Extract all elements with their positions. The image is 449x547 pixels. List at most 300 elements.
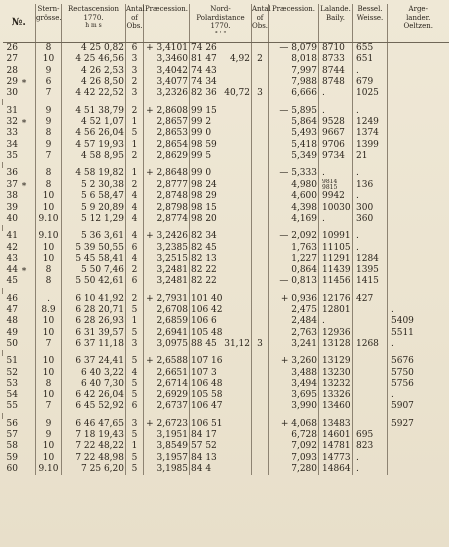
obs-count-1: 6 bbox=[126, 276, 144, 287]
table-row bbox=[3, 464, 449, 475]
argelander-number: . bbox=[388, 390, 449, 401]
bessel-number: . bbox=[353, 168, 388, 179]
npd-degrees-minutes: 82 45 bbox=[191, 242, 217, 253]
lalande-number: 11291 bbox=[319, 254, 353, 265]
right-ascension: 6 28 20,71 bbox=[62, 305, 126, 316]
bessel-number bbox=[353, 356, 388, 367]
table-row bbox=[3, 356, 449, 367]
precession-1: 3,4042 bbox=[144, 66, 190, 77]
bessel-number: . bbox=[353, 453, 388, 464]
precession-2: 4,600 bbox=[269, 191, 319, 202]
obs-count-2 bbox=[252, 254, 269, 265]
right-ascension: 4 25 0,82 bbox=[62, 43, 126, 55]
magnitude: 10 bbox=[36, 254, 62, 265]
right-ascension: 6 45 52,92 bbox=[62, 401, 126, 412]
argelander-number: 5750 bbox=[388, 367, 449, 378]
north-polar-distance bbox=[190, 77, 252, 88]
obs-count-1: 2 bbox=[126, 105, 144, 116]
obs-count-1: 3 bbox=[126, 54, 144, 65]
right-ascension: 6 40 3,22 bbox=[62, 367, 126, 378]
north-polar-distance bbox=[190, 390, 252, 401]
obs-count-2: 3 bbox=[252, 339, 269, 350]
npd-degrees-minutes: 99 0 bbox=[191, 128, 212, 139]
precession-2: 7,997 bbox=[269, 66, 319, 77]
npd-degrees-minutes: 98 15 bbox=[191, 202, 217, 213]
obs-count-1: 5 bbox=[126, 328, 144, 339]
north-polar-distance bbox=[190, 276, 252, 287]
obs-count-1: 5 bbox=[126, 430, 144, 441]
star-number: 56 bbox=[6, 418, 18, 429]
precession-1: 2,6737 bbox=[144, 401, 190, 412]
precession-1: 3,1957 bbox=[144, 453, 190, 464]
star-number: 39 bbox=[6, 202, 18, 213]
magnitude: 8 bbox=[36, 379, 62, 390]
argelander-number: 5907 bbox=[388, 401, 449, 412]
magnitude: 10 bbox=[36, 441, 62, 452]
obs-count-1: 5 bbox=[126, 305, 144, 316]
star-number: 44 ∗ bbox=[6, 265, 27, 276]
obs-count-1: 4 bbox=[126, 214, 144, 225]
bessel-number: 1395 bbox=[353, 265, 388, 276]
lalande-number: 8710 bbox=[319, 43, 353, 55]
bessel-number: 21 bbox=[353, 151, 388, 162]
npd-degrees-minutes: 98 59 bbox=[191, 139, 217, 150]
npd-degrees-minutes: 99 0 bbox=[191, 168, 212, 179]
star-number: 34 bbox=[6, 139, 18, 150]
obs-count-2 bbox=[252, 77, 269, 88]
obs-count-1: 3 bbox=[126, 419, 144, 430]
magnitude: 9 bbox=[36, 419, 62, 430]
npd-degrees-minutes: 82 22 bbox=[191, 276, 217, 287]
precession-1: 2,8653 bbox=[144, 128, 190, 139]
bessel-number bbox=[353, 328, 388, 339]
header-npd-label: Nord- Polardistance 1770. bbox=[196, 5, 245, 30]
obs-count-2 bbox=[252, 419, 269, 430]
obs-count-1: 2 bbox=[126, 294, 144, 305]
table-row bbox=[3, 367, 449, 378]
precession-1: 2,6651 bbox=[144, 367, 190, 378]
npd-degrees-minutes: 106 51 bbox=[191, 418, 223, 429]
table-row bbox=[3, 294, 449, 305]
right-ascension: 5 50 7,46 bbox=[62, 265, 126, 276]
lalande-number: . bbox=[319, 214, 353, 225]
north-polar-distance bbox=[190, 367, 252, 378]
argelander-number bbox=[388, 128, 449, 139]
header-num: №. bbox=[3, 4, 36, 43]
right-ascension: 4 58 19,82 bbox=[62, 168, 126, 179]
bessel-number: . bbox=[353, 66, 388, 77]
star-number: 41 bbox=[6, 231, 18, 242]
lalande-number: . bbox=[319, 105, 353, 116]
bessel-number: . bbox=[353, 464, 388, 475]
table-row bbox=[3, 77, 449, 88]
npd-degrees-minutes: 98 20 bbox=[191, 214, 217, 224]
lalande-number: 9734 bbox=[319, 151, 353, 162]
obs-count-1: 6 bbox=[126, 242, 144, 253]
lalande-number: 12176 bbox=[319, 294, 353, 305]
bessel-number: 695 bbox=[353, 430, 388, 441]
table-row bbox=[3, 128, 449, 139]
table-row bbox=[3, 390, 449, 401]
right-ascension: 5 9 20,89 bbox=[62, 203, 126, 214]
obs-count-1: 5 bbox=[126, 356, 144, 367]
npd-degrees-minutes: 84 4 bbox=[191, 463, 212, 474]
precession-2: 5,349 bbox=[269, 151, 319, 162]
table-row bbox=[3, 254, 449, 265]
star-number: 43 bbox=[6, 253, 18, 264]
table-row bbox=[3, 105, 449, 116]
precession-1: 2,6941 bbox=[144, 328, 190, 339]
star-number: 49 bbox=[6, 327, 18, 338]
obs-count-2 bbox=[252, 66, 269, 77]
obs-count-1: 3 bbox=[126, 339, 144, 350]
precession-1: 2,6929 bbox=[144, 390, 190, 401]
precession-1: 2,8798 bbox=[144, 203, 190, 214]
argelander-number bbox=[388, 254, 449, 265]
obs-count-1: 4 bbox=[126, 231, 144, 242]
bessel-number bbox=[353, 419, 388, 430]
lalande-number: 13326 bbox=[319, 390, 353, 401]
precession-1: 2,8657 bbox=[144, 117, 190, 128]
obs-count-2 bbox=[252, 105, 269, 116]
right-ascension: 5 50 42,61 bbox=[62, 276, 126, 287]
argelander-number bbox=[388, 294, 449, 305]
obs-count-2 bbox=[252, 276, 269, 287]
bessel-number: . bbox=[353, 231, 388, 242]
npd-degrees-minutes: 106 48 bbox=[191, 378, 223, 389]
table-row bbox=[3, 139, 449, 150]
right-ascension: 4 52 1,07 bbox=[62, 117, 126, 128]
table-row bbox=[3, 339, 449, 350]
header-magnitude: Stern- grösse. bbox=[36, 4, 62, 43]
obs-count-1: 3 bbox=[126, 66, 144, 77]
precession-1: 3,1951 bbox=[144, 430, 190, 441]
star-number: 60 bbox=[6, 463, 18, 474]
precession-1: 3,3460 bbox=[144, 54, 190, 65]
obs-count-2 bbox=[252, 367, 269, 378]
right-ascension: 5 45 58,41 bbox=[62, 254, 126, 265]
npd-degrees-minutes: 82 22 bbox=[191, 265, 217, 276]
argelander-number bbox=[388, 276, 449, 287]
north-polar-distance bbox=[190, 339, 252, 350]
right-ascension: 4 26 2,53 bbox=[62, 66, 126, 77]
star-number: 54 bbox=[6, 390, 18, 401]
obs-count-1: 5 bbox=[126, 464, 144, 475]
obs-count-2 bbox=[252, 139, 269, 150]
bessel-number: 1249 bbox=[353, 117, 388, 128]
north-polar-distance bbox=[190, 379, 252, 390]
lalande-number: 14781 bbox=[319, 441, 353, 452]
table-body bbox=[3, 43, 449, 476]
npd-degrees-minutes: 105 58 bbox=[191, 390, 223, 401]
star-number: 38 bbox=[6, 191, 18, 202]
precession-1: 3,2515 bbox=[144, 254, 190, 265]
table-row bbox=[3, 203, 449, 214]
right-ascension: 6 42 26,04 bbox=[62, 390, 126, 401]
right-ascension: 4 26 8,50 bbox=[62, 77, 126, 88]
north-polar-distance bbox=[190, 43, 252, 55]
precession-2: 3,241 bbox=[269, 339, 319, 350]
precession-1: 2,8777 bbox=[144, 179, 190, 191]
right-ascension: 7 22 48,22 bbox=[62, 441, 126, 452]
north-polar-distance bbox=[190, 254, 252, 265]
bessel-number bbox=[353, 367, 388, 378]
bessel-number bbox=[353, 316, 388, 327]
npd-degrees-minutes: 99 2 bbox=[191, 116, 212, 127]
precession-1: + 2,8608 bbox=[144, 105, 190, 116]
right-ascension: 7 25 6,20 bbox=[62, 464, 126, 475]
npd-degrees-minutes: 84 13 bbox=[191, 452, 217, 463]
bessel-number: 300 bbox=[353, 203, 388, 214]
argelander-number bbox=[388, 265, 449, 276]
star-number: 27 bbox=[6, 54, 18, 65]
precession-2: 6,666 bbox=[269, 88, 319, 99]
right-ascension: 6 37 24,41 bbox=[62, 356, 126, 367]
header-right-ascension bbox=[62, 4, 126, 43]
obs-count-2 bbox=[252, 305, 269, 316]
north-polar-distance bbox=[190, 128, 252, 139]
star-number: 33 bbox=[6, 128, 18, 139]
argelander-number bbox=[388, 430, 449, 441]
star-number: 50 bbox=[6, 338, 18, 349]
bessel-number: 427 bbox=[353, 294, 388, 305]
lalande-number: 8733 bbox=[319, 54, 353, 65]
header-npd-units: ° ' " bbox=[214, 30, 227, 38]
right-ascension: 6 37 11,18 bbox=[62, 339, 126, 350]
precession-2: 0,864 bbox=[269, 265, 319, 276]
npd-degrees-minutes: 99 5 bbox=[191, 150, 212, 161]
table-row bbox=[3, 168, 449, 179]
argelander-number bbox=[388, 151, 449, 162]
npd-degrees-minutes: 98 29 bbox=[191, 191, 217, 202]
bessel-number: 1415 bbox=[353, 276, 388, 287]
star-number: 29 ∗ bbox=[6, 77, 27, 88]
argelander-number bbox=[388, 453, 449, 464]
north-polar-distance bbox=[190, 105, 252, 116]
north-polar-distance bbox=[190, 117, 252, 128]
table-row bbox=[3, 401, 449, 412]
lalande-number: 9667 bbox=[319, 128, 353, 139]
bessel-number: 360 bbox=[353, 214, 388, 225]
precession-2: 1,227 bbox=[269, 254, 319, 265]
right-ascension: 4 51 38,79 bbox=[62, 105, 126, 116]
bessel-number: 823 bbox=[353, 441, 388, 452]
table-row bbox=[3, 179, 449, 191]
right-ascension: 5 36 3,61 bbox=[62, 231, 126, 242]
magnitude: 8 bbox=[36, 168, 62, 179]
bessel-number: . bbox=[353, 105, 388, 116]
star-number: 55 bbox=[6, 401, 18, 412]
obs-count-1: 5 bbox=[126, 390, 144, 401]
table-row bbox=[3, 214, 449, 225]
argelander-number bbox=[388, 179, 449, 191]
header-row bbox=[3, 4, 449, 43]
header-obs-count-1: Antal of Obs. bbox=[126, 4, 144, 43]
north-polar-distance bbox=[190, 151, 252, 162]
star-number: 59 bbox=[6, 452, 18, 463]
table-row bbox=[3, 151, 449, 162]
table-row bbox=[3, 305, 449, 316]
header-ra-units: h m s bbox=[85, 22, 102, 29]
obs-count-2 bbox=[252, 242, 269, 253]
argelander-number bbox=[388, 88, 449, 99]
precession-2: 3,488 bbox=[269, 367, 319, 378]
npd-degrees-minutes: 99 15 bbox=[191, 105, 217, 116]
obs-count-1: 3 bbox=[126, 88, 144, 99]
table-row bbox=[3, 453, 449, 464]
precession-1: 3,2481 bbox=[144, 265, 190, 276]
north-polar-distance bbox=[190, 316, 252, 327]
table-row bbox=[3, 316, 449, 327]
precession-2: 7,093 bbox=[269, 453, 319, 464]
star-number: 35 bbox=[6, 150, 18, 161]
argelander-number: 5409 bbox=[388, 316, 449, 327]
precession-2: 7,092 bbox=[269, 441, 319, 452]
obs-count-2 bbox=[252, 453, 269, 464]
north-polar-distance bbox=[190, 191, 252, 202]
npd-degrees-minutes: 74 26 bbox=[191, 43, 217, 54]
north-polar-distance bbox=[190, 179, 252, 191]
north-polar-distance bbox=[190, 54, 252, 65]
lalande-number: 14773 bbox=[319, 453, 353, 464]
obs-count-1: 5 bbox=[126, 453, 144, 464]
bessel-number bbox=[353, 390, 388, 401]
magnitude: 7 bbox=[36, 401, 62, 412]
lalande-number: 10991 bbox=[319, 231, 353, 242]
magnitude: 10 bbox=[36, 328, 62, 339]
lalande-number: 13483 bbox=[319, 419, 353, 430]
star-number: 42 bbox=[6, 242, 18, 253]
north-polar-distance bbox=[190, 305, 252, 316]
north-polar-distance bbox=[190, 356, 252, 367]
magnitude: 9 bbox=[36, 105, 62, 116]
argelander-number bbox=[388, 105, 449, 116]
star-number: 52 bbox=[6, 367, 18, 378]
argelander-number bbox=[388, 139, 449, 150]
star-number: 53 bbox=[6, 378, 18, 389]
obs-count-2 bbox=[252, 464, 269, 475]
precession-2: 2,763 bbox=[269, 328, 319, 339]
magnitude: 7 bbox=[36, 88, 62, 99]
star-number: 36 bbox=[6, 168, 18, 179]
precession-2: 7,280 bbox=[269, 464, 319, 475]
table-row bbox=[3, 231, 449, 242]
right-ascension: 4 25 46,56 bbox=[62, 54, 126, 65]
argelander-number: . bbox=[388, 305, 449, 316]
npd-degrees-minutes: 74 34 bbox=[191, 77, 217, 88]
argelander-number bbox=[388, 117, 449, 128]
lalande-number: 13230 bbox=[319, 367, 353, 378]
precession-1: + 2,8648 bbox=[144, 168, 190, 179]
north-polar-distance bbox=[190, 294, 252, 305]
north-polar-distance bbox=[190, 453, 252, 464]
magnitude: 9.10 bbox=[36, 214, 62, 225]
north-polar-distance bbox=[190, 265, 252, 276]
bessel-number: 1268 bbox=[353, 339, 388, 350]
precession-2: — 2,092 bbox=[269, 231, 319, 242]
north-polar-distance bbox=[190, 168, 252, 179]
north-polar-distance bbox=[190, 214, 252, 225]
table-row bbox=[3, 441, 449, 452]
obs-count-1: 4 bbox=[126, 191, 144, 202]
magnitude: . bbox=[36, 294, 62, 305]
magnitude: 9 bbox=[36, 117, 62, 128]
argelander-number bbox=[388, 77, 449, 88]
argelander-number: 5756 bbox=[388, 379, 449, 390]
obs-count-2 bbox=[252, 151, 269, 162]
obs-count-1: 1 bbox=[126, 139, 144, 150]
obs-count-2 bbox=[252, 328, 269, 339]
obs-count-1: 4 bbox=[126, 254, 144, 265]
argelander-number bbox=[388, 168, 449, 179]
npd-degrees-minutes: 101 40 bbox=[191, 293, 223, 304]
star-number: 30 bbox=[6, 88, 18, 99]
header-bessel: Bessel. Weisse. bbox=[353, 4, 388, 43]
precession-2: 5,864 bbox=[269, 117, 319, 128]
magnitude: 10 bbox=[36, 367, 62, 378]
obs-count-1: 6 bbox=[126, 43, 144, 55]
precession-2: 3,494 bbox=[269, 379, 319, 390]
magnitude: 9.10 bbox=[36, 231, 62, 242]
argelander-number bbox=[388, 214, 449, 225]
magnitude: 10 bbox=[36, 54, 62, 65]
right-ascension: 6 46 47,65 bbox=[62, 419, 126, 430]
argelander-number: 5676 bbox=[388, 356, 449, 367]
table-row bbox=[3, 379, 449, 390]
table-row bbox=[3, 43, 449, 55]
precession-1: 3,1985 bbox=[144, 464, 190, 475]
obs-count-2 bbox=[252, 265, 269, 276]
obs-count-2 bbox=[252, 117, 269, 128]
table-row bbox=[3, 117, 449, 128]
obs-count-2 bbox=[252, 128, 269, 139]
obs-count-2 bbox=[252, 231, 269, 242]
lalande-number: 13232 bbox=[319, 379, 353, 390]
right-ascension: 7 18 19,43 bbox=[62, 430, 126, 441]
obs-count-1: 6 bbox=[126, 401, 144, 412]
npd-degrees-minutes: 57 52 bbox=[191, 441, 217, 452]
argelander-number: . bbox=[388, 339, 449, 350]
precession-2: 4,398 bbox=[269, 203, 319, 214]
obs-count-2 bbox=[252, 379, 269, 390]
obs-count-1: 2 bbox=[126, 265, 144, 276]
right-ascension: 6 28 26,93 bbox=[62, 316, 126, 327]
magnitude: 8 bbox=[36, 179, 62, 191]
bessel-number: . bbox=[353, 242, 388, 253]
obs-count-1: 5 bbox=[126, 379, 144, 390]
precession-1: 3,2326 bbox=[144, 88, 190, 99]
table-row bbox=[3, 328, 449, 339]
magnitude: 7 bbox=[36, 151, 62, 162]
npd-degrees-minutes: 84 17 bbox=[191, 430, 217, 441]
npd-degrees-minutes: 81 47 bbox=[191, 54, 217, 65]
precession-2: 5,418 bbox=[269, 139, 319, 150]
precession-1: 2,8774 bbox=[144, 214, 190, 225]
precession-1: 2,8654 bbox=[144, 139, 190, 150]
star-number: 32 ∗ bbox=[6, 116, 27, 127]
precession-2: 3,990 bbox=[269, 401, 319, 412]
argelander-number bbox=[388, 464, 449, 475]
north-polar-distance bbox=[190, 401, 252, 412]
obs-count-1: 1 bbox=[126, 441, 144, 452]
argelander-number bbox=[388, 54, 449, 65]
table-row bbox=[3, 242, 449, 253]
table-row bbox=[3, 88, 449, 99]
precession-1: + 2,6723 bbox=[144, 419, 190, 430]
star-number: 37 ∗ bbox=[6, 179, 27, 190]
npd-degrees-minutes: 74 43 bbox=[191, 65, 217, 76]
table-row bbox=[3, 54, 449, 65]
